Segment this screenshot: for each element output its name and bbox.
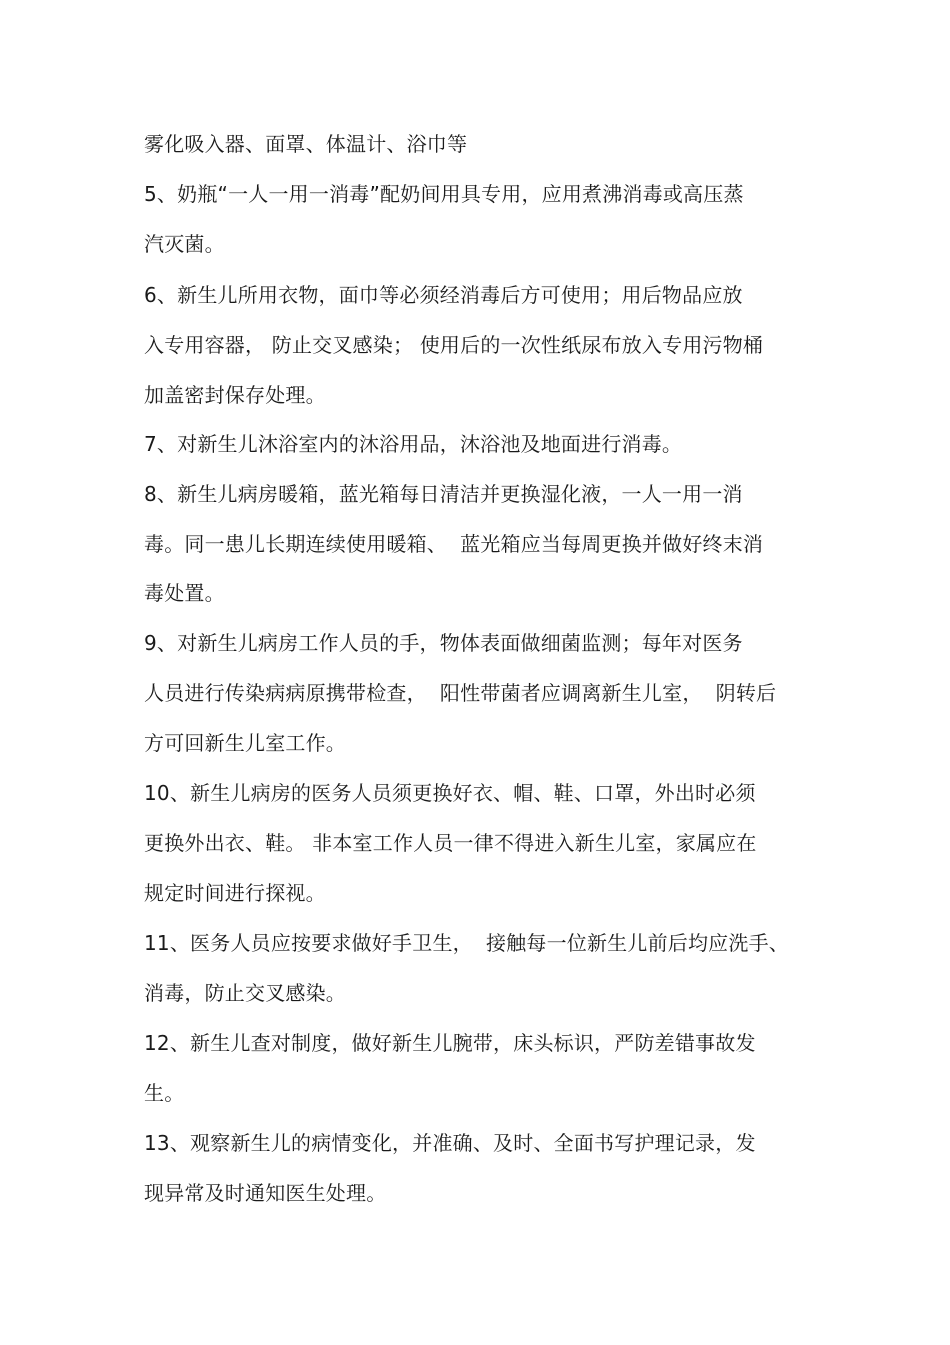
text-line: 7、对新生儿沐浴室内的沐浴用品，沐浴池及地面进行消毒。 bbox=[144, 432, 683, 456]
text-line: 现异常及时通知医生处理。 bbox=[144, 1181, 387, 1205]
text-line: 毒。同一患儿长期连续使用暖箱、 蓝光箱应当每周更换并做好终末消 bbox=[144, 532, 764, 556]
text-line: 汽灭菌。 bbox=[144, 232, 225, 256]
text-line: 12、新生儿查对制度，做好新生儿腕带，床头标识，严防差错事故发 bbox=[144, 1031, 756, 1055]
text-line: 11、医务人员应按要求做好手卫生， 接触每一位新生儿前后均应洗手、 bbox=[144, 931, 789, 955]
text-line: 9、对新生儿病房工作人员的手，物体表面做细菌监测；每年对医务 bbox=[144, 631, 743, 655]
text-line: 10、新生儿病房的医务人员须更换好衣、帽、鞋、口罩，外出时必须 bbox=[144, 781, 756, 805]
text-line: 毒处置。 bbox=[144, 581, 225, 605]
text-line: 入专用容器， 防止交叉感染； 使用后的一次性纸尿布放入专用污物桶 bbox=[144, 333, 764, 357]
text-line: 5、奶瓶“一人一用一消毒”配奶间用具专用，应用煮沸消毒或高压蒸 bbox=[144, 182, 744, 206]
text-line: 生。 bbox=[144, 1081, 185, 1105]
text-line: 更换外出衣、鞋。 非本室工作人员一律不得进入新生儿室，家属应在 bbox=[144, 831, 757, 855]
text-line: 人员进行传染病病原携带检查， 阳性带菌者应调离新生儿室， 阴转后 bbox=[144, 681, 777, 705]
text-line: 方可回新生儿室工作。 bbox=[144, 731, 346, 755]
text-line: 雾化吸入器、面罩、体温计、浴巾等 bbox=[144, 132, 468, 156]
text-line: 规定时间进行探视。 bbox=[144, 881, 326, 905]
text-line: 加盖密封保存处理。 bbox=[144, 383, 326, 407]
text-line: 6、新生儿所用衣物，面巾等必须经消毒后方可使用；用后物品应放 bbox=[144, 283, 743, 307]
text-line: 13、观察新生儿的病情变化，并准确、及时、全面书写护理记录，发 bbox=[144, 1131, 756, 1155]
text-line: 消毒，防止交叉感染。 bbox=[144, 981, 346, 1005]
text-line: 8、新生儿病房暖箱，蓝光箱每日清洁并更换湿化液，一人一用一消 bbox=[144, 482, 743, 506]
